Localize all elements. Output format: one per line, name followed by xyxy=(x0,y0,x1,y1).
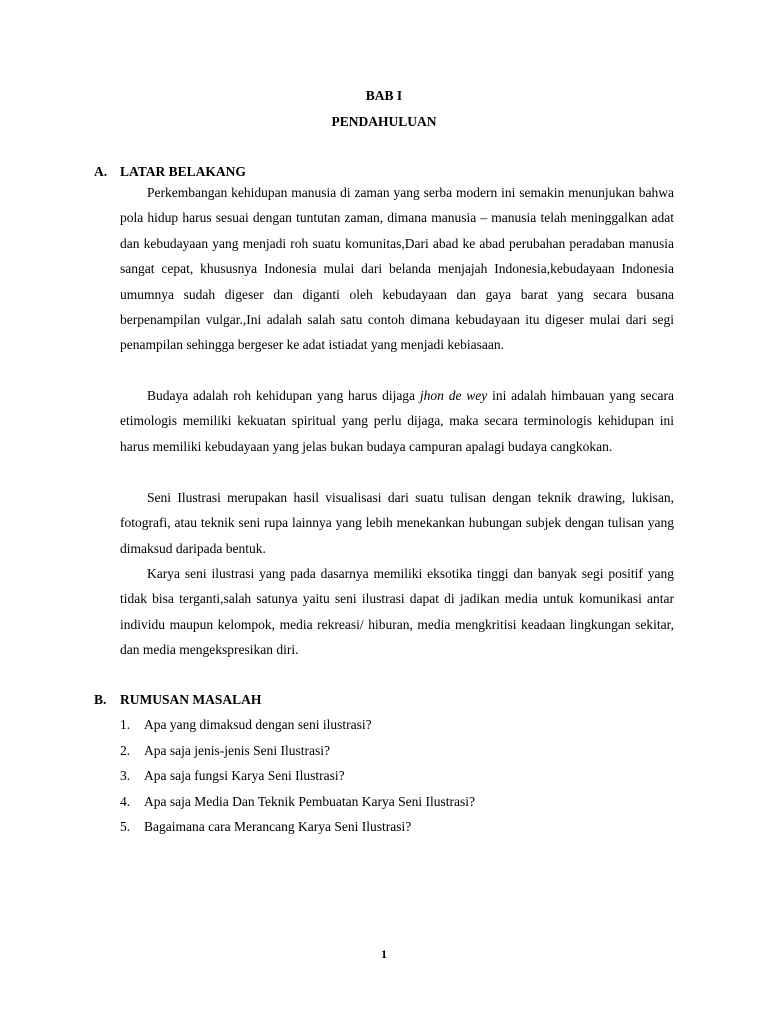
list-item-text: Apa saja Media Dan Teknik Pembuatan Karya Seni Ilustrasi? xyxy=(144,793,475,809)
list-item-text: Apa saja jenis-jenis Seni Ilustrasi? xyxy=(144,742,330,758)
list-item-number: 1. xyxy=(120,717,131,732)
paragraph-2-text-start: Budaya adalah roh kehidupan yang harus dijaga xyxy=(147,388,420,403)
paragraph-2-italic-name: jhon de wey xyxy=(419,388,488,403)
list-item-number: 2. xyxy=(120,742,131,758)
list-item-number: 5. xyxy=(120,819,131,834)
paragraph-1: Perkembangan kehidupan manusia di zaman yang serba modern ini semakin menunjukan bahwa pola hidup harus sesuai dengan tuntutan zaman, dimana manusia – manusia telah meninggalkan adat dan kebudayaan yang menjadi roh suatu komunitas,Dari abad ke abad perubahan peradaban manusia sangat cepat, khususnya Indonesia mulai dari belanda menjajah Indonesia,kebudayaan Indonesia umumnya sudah digeser dan diganti oleh kebudayaan dan gaya barat yang secara busana berpenampilan vulgar.,Ini adalah salah satu contoh dimana kebudayaan itu digeser mulai dari segi penampilan sehingga bergeser ke adat istiadat yang menjadi kebiasaan. xyxy=(120,185,674,353)
section-b-heading xyxy=(94,692,261,708)
paragraph-2 xyxy=(120,383,674,459)
list-item xyxy=(120,712,475,738)
chapter-label: BAB I xyxy=(365,88,403,103)
list-item xyxy=(120,814,475,840)
list-item-text: Apa yang dimaksud dengan seni ilustrasi? xyxy=(144,717,372,732)
list-item xyxy=(120,763,475,789)
paragraph-3: Seni Ilustrasi merupakan hasil visualisasi dari suatu tulisan dengan teknik drawing, lukisan, fotografi, atau teknik seni rupa lainnya yang lebih menekankan hubungan subjek dengan tulisan yang dimaksud daripada bentuk. xyxy=(120,490,674,556)
list-item xyxy=(120,789,475,815)
problem-list xyxy=(120,712,475,840)
section-a-title: LATAR BELAKANG xyxy=(120,164,246,179)
section-b-letter: B. xyxy=(94,692,107,707)
list-item xyxy=(120,738,475,764)
section-b-title: RUMUSAN MASALAH xyxy=(120,692,262,707)
page-number: 1 xyxy=(381,947,387,961)
list-item-text: Apa saja fungsi Karya Seni Ilustrasi? xyxy=(144,768,345,783)
section-a-letter: A. xyxy=(94,164,108,179)
paragraph-4: Karya seni ilustrasi yang pada dasarnya memiliki eksotika tinggi dan banyak segi positif yang tidak bisa terganti,salah satunya yaitu seni ilustrasi dapat di jadikan media untuk komunikasi antar individu maupun kelompok, media rekreasi/ hiburan, media mengkritisi keadaan lingkungan sekitar, dan media mengekspresikan diri. xyxy=(120,566,674,658)
chapter-title: PENDAHULUAN xyxy=(331,114,437,129)
list-item-number: 4. xyxy=(120,793,131,809)
paragraph-2-text-end: ini adalah himbauan yang secara etimologis memiliki kekuatan spiritual yang perlu dijaga, maka secara terminologis kehidupan ini harus memiliki kebudayaan yang jelas bukan budaya campuran apalagi budaya cangkokan. xyxy=(120,388,674,454)
list-item-number: 3. xyxy=(120,768,131,783)
list-item-text: Bagaimana cara Merancang Karya Seni Ilustrasi? xyxy=(144,819,412,834)
section-a-heading xyxy=(94,164,246,180)
